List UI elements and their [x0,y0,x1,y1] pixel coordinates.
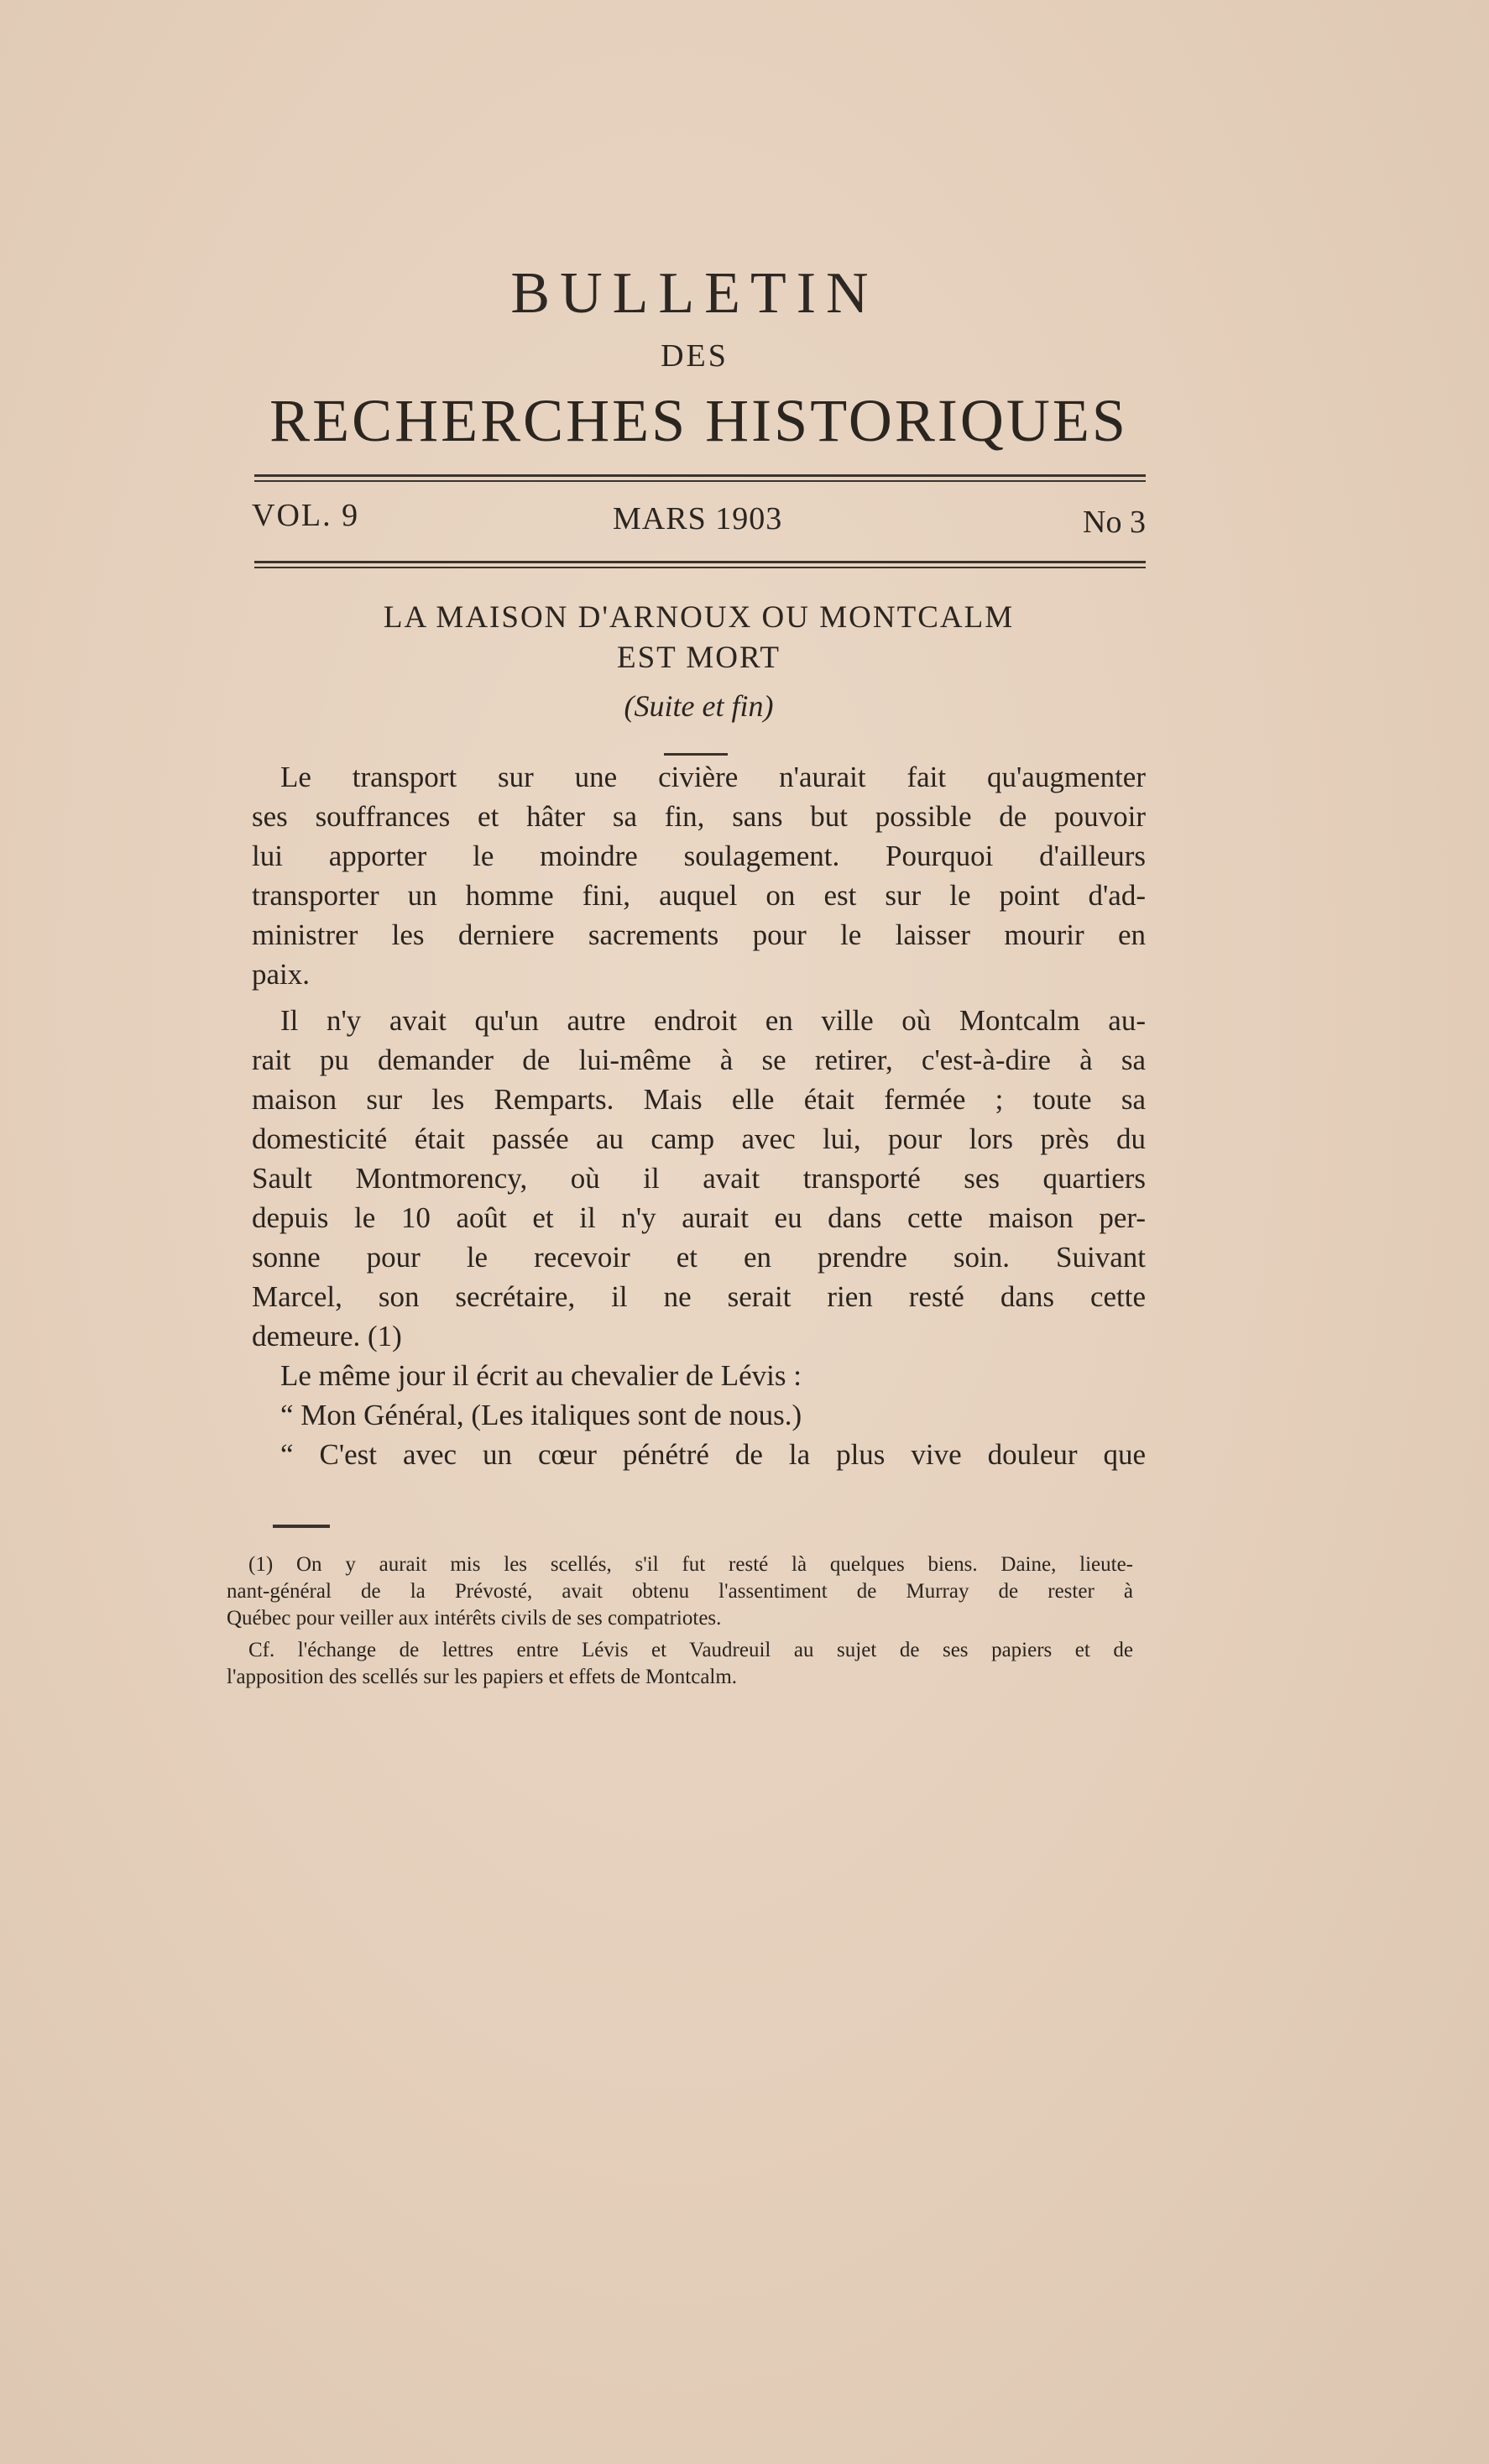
body-line: lui apporter le moindre soulagement. Pourquoi d'ailleurs [252,840,1146,872]
body-line: Le même jour il écrit au chevalier de Lévis : [280,1359,802,1392]
issue-info-row [252,497,1146,541]
footnote-line: (1) On y aurait mis les scellés, s'il fut resté là quelques biens. Daine, lieute- [248,1553,1133,1576]
masthead-subtitle: RECHERCHES HISTORIQUES [269,387,1128,454]
body-line: paix. [252,958,311,991]
footnote-line: nant-général de la Prévosté, avait obtenu l'assentiment de Murray de rester à [227,1580,1133,1603]
bottom-double-rule [254,561,1146,568]
title-separator-rule [664,753,728,756]
footnote-line: Québec pour veiller aux intérêts civils de ses compatriotes. [227,1607,722,1630]
article-title-line-2: EST MORT [616,641,781,675]
body-line: Il n'y avait qu'un autre endroit en ville où Montcalm au- [280,1004,1146,1037]
body-line: Marcel, son secrétaire, il ne serait rien resté dans cette [252,1280,1146,1313]
body-line: demeure. (1) [252,1320,402,1352]
body-line: maison sur les Remparts. Mais elle était fermée ; toute sa [252,1083,1146,1116]
body-line: Le transport sur une civière n'aurait fait qu'augmenter [280,761,1146,793]
footnote-rule [273,1525,330,1528]
body-line: rait pu demander de lui-même à se retirer, c'est-à-dire à sa [252,1044,1146,1076]
body-line: “ C'est avec un cœur pénétré de la plus vive douleur que [280,1438,1146,1471]
masthead-des: DES [661,338,729,374]
article-title [252,598,1146,678]
body-line: ses souffrances et hâter sa fin, sans but possible de pouvoir [252,800,1146,833]
article-subtitle: (Suite et fin) [624,689,774,723]
article-title-line-1: LA MAISON D'ARNOUX OU MONTCALM [383,600,1015,635]
body-line: domesticité était passée au camp avec lui, pour lors près du [252,1122,1146,1155]
masthead-title: BULLETIN [510,261,879,326]
body-line: depuis le 10 août et il n'y aurait eu dans cette maison per- [252,1201,1146,1234]
body-line: Sault Montmorency, où il avait transporté ses quartiers [252,1162,1146,1195]
body-line: ministrer les derniere sacrements pour le laisser mourir en [252,918,1146,951]
footnote-line: l'apposition des scellés sur les papiers et effets de Montcalm. [227,1666,738,1688]
issue-date: MARS 1903 [613,501,783,536]
issue-volume: VOL. 9 [252,498,360,533]
issue-number: No 3 [1083,505,1146,540]
body-line: “ Mon Général, (Les italiques sont de nous.) [280,1399,802,1431]
article-body [252,757,1146,1474]
body-line: transporter un homme fini, auquel on est sur le point d'ad- [252,879,1146,912]
footnote-line: Cf. l'échange de lettres entre Lévis et Vaudreuil au sujet de ses papiers et de [248,1639,1133,1661]
body-line: sonne pour le recevoir et en prendre soin. Suivant [252,1241,1146,1274]
top-double-rule [254,474,1146,482]
footnotes [227,1551,1133,1691]
paragraph-gap [252,994,1146,1001]
